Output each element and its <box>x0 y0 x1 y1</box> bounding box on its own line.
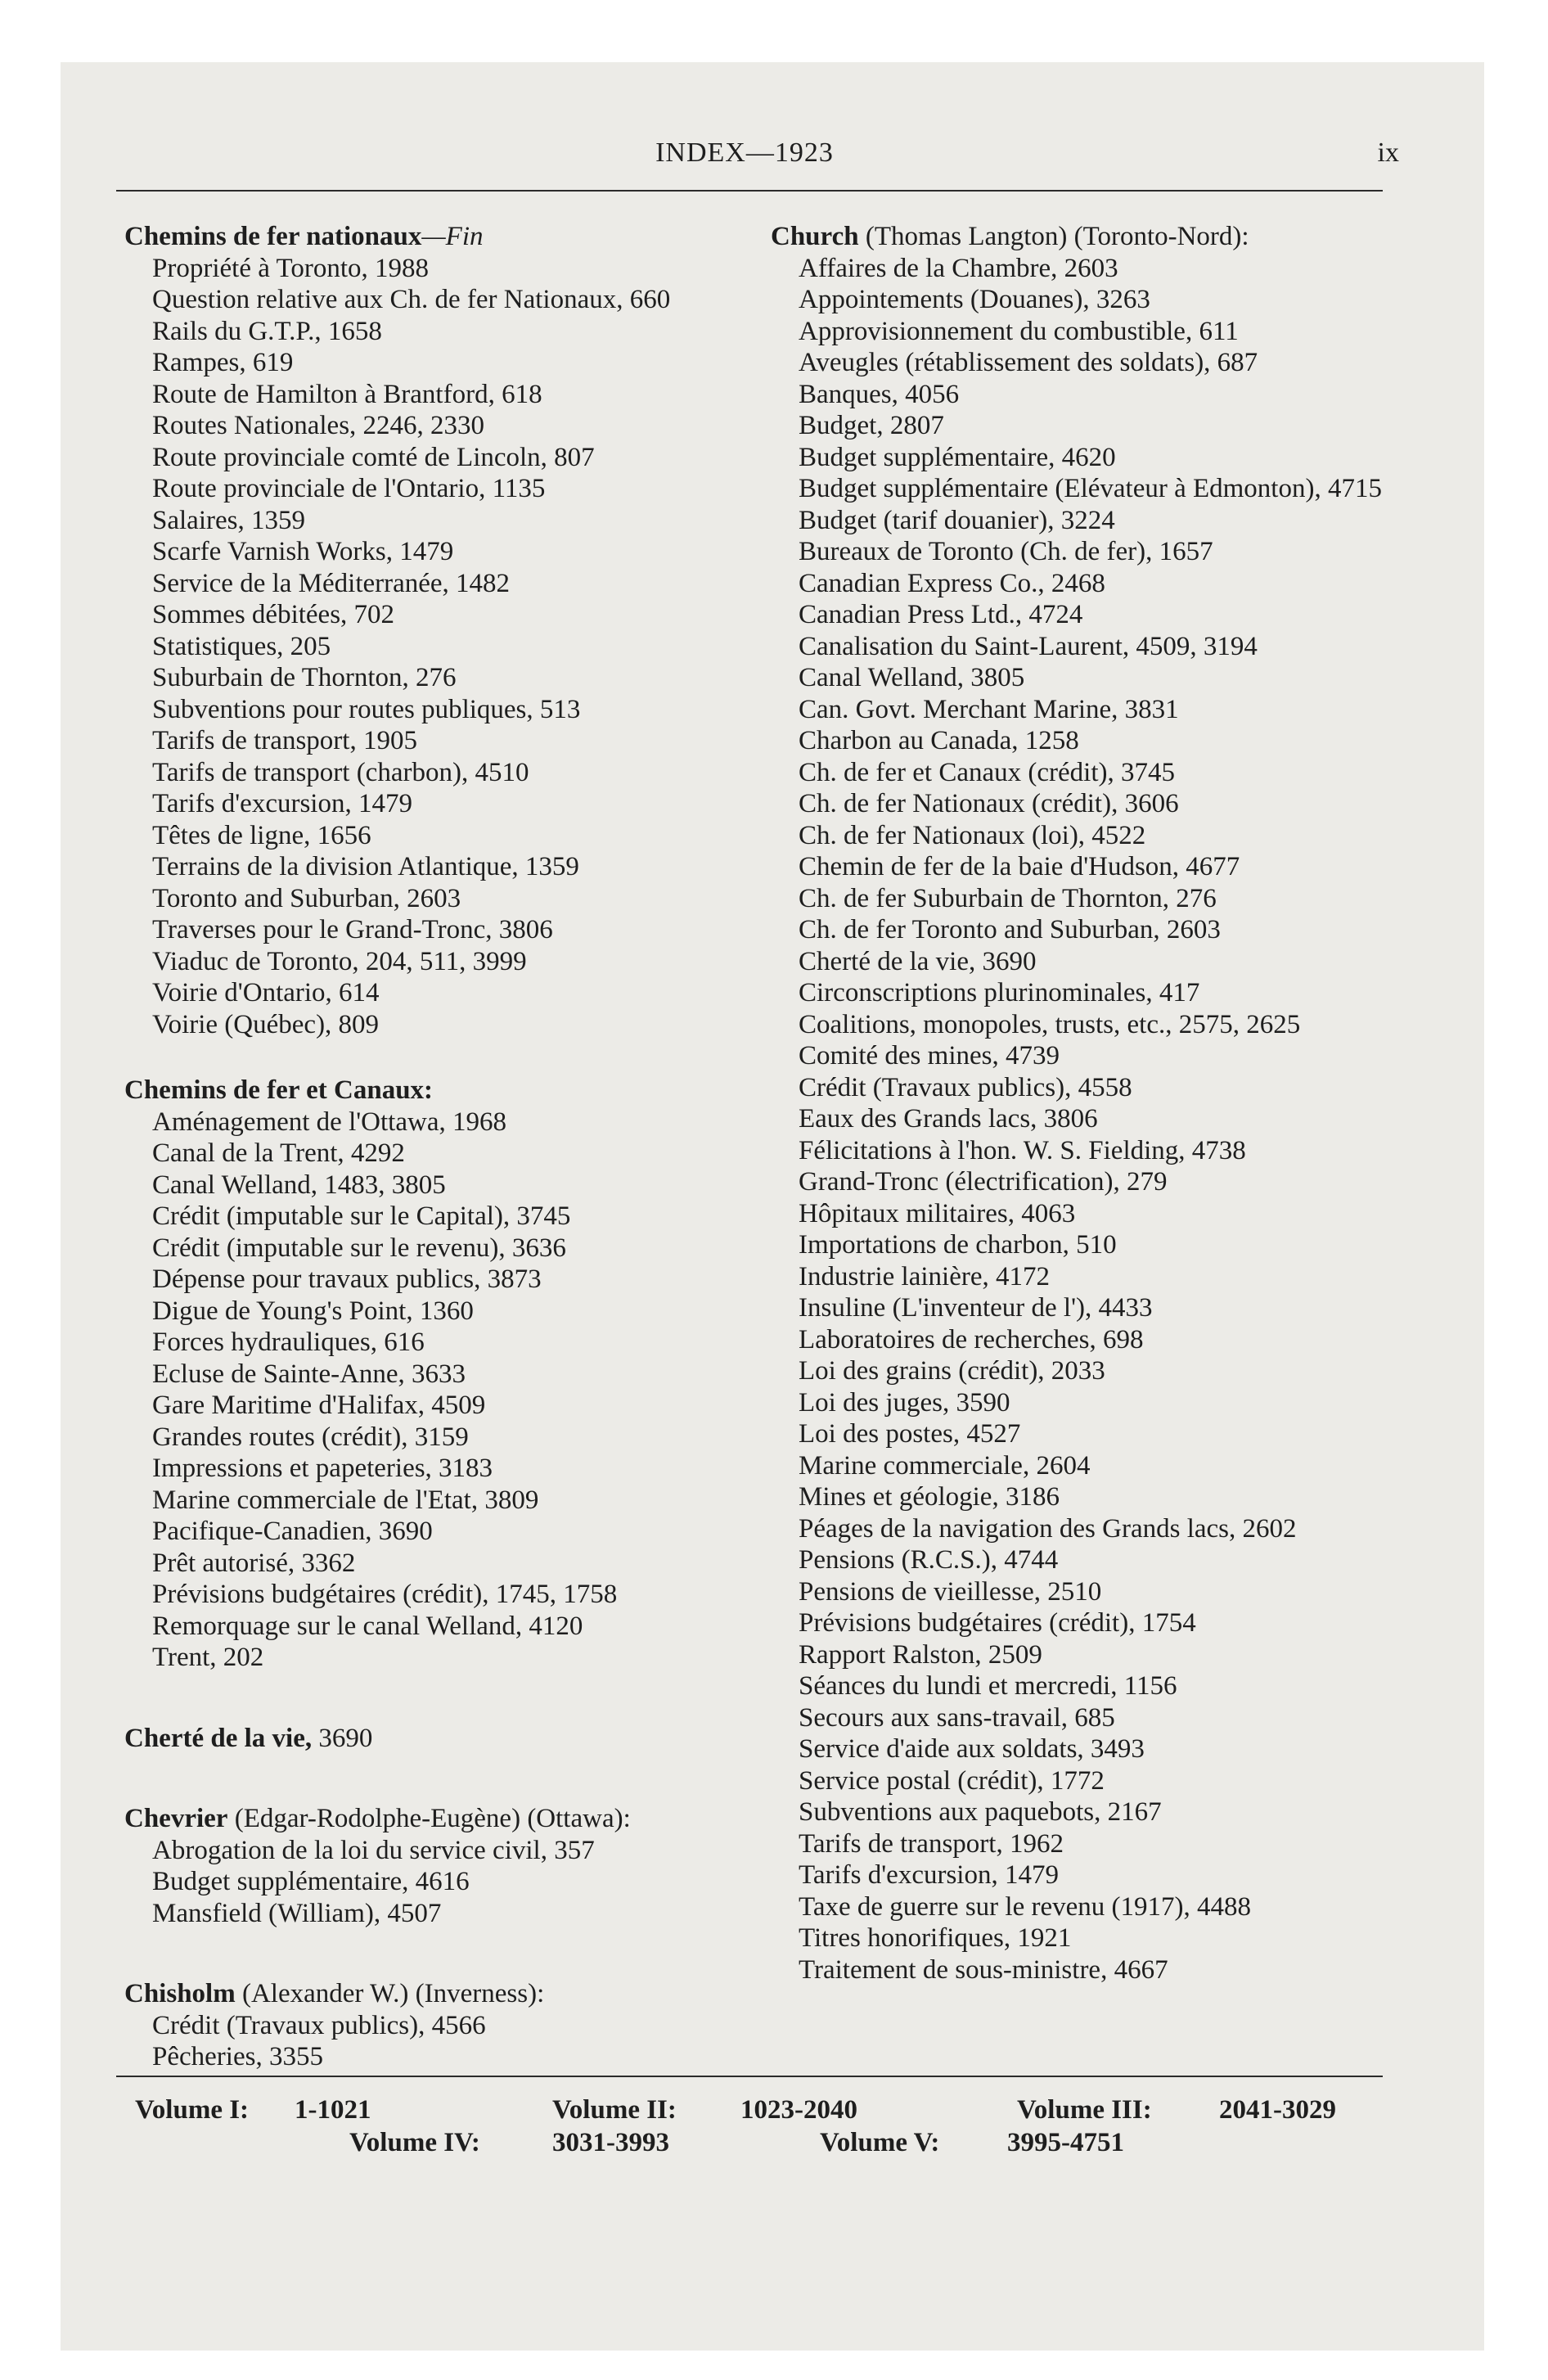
index-entry: Rapport Ralston, 2509 <box>799 1639 1042 1670</box>
index-entry: Circonscriptions plurinominales, 417 <box>799 978 1200 1007</box>
index-entry: Hôpitaux militaires, 4063 <box>799 1198 1076 1228</box>
index-entry: Suburbain de Thornton, 276 <box>152 663 457 692</box>
index-entry: Route de Hamilton à Brantford, 618 <box>152 379 542 409</box>
index-entry: Marine commerciale de l'Etat, 3809 <box>152 1485 539 1515</box>
index-entry: Voirie d'Ontario, 614 <box>152 978 380 1007</box>
index-entry: Insuline (L'inventeur de l'), 4433 <box>799 1293 1153 1323</box>
section-heading: Church (Thomas Langton) (Toronto-Nord): <box>771 222 1249 251</box>
index-entry: Canal Welland, 3805 <box>799 663 1025 692</box>
section-heading: Chemins de fer nationaux—Fin <box>124 222 484 251</box>
index-entry: Pensions de vieillesse, 2510 <box>799 1576 1102 1607</box>
index-entry: Loi des juges, 3590 <box>799 1387 1010 1418</box>
index-entry: Pacifique-Canadien, 3690 <box>152 1517 433 1546</box>
index-entry: Dépense pour travaux publics, 3873 <box>152 1264 542 1294</box>
volume-label: Volume III: <box>1017 2095 1152 2125</box>
page-title: INDEX—1923 <box>655 137 834 168</box>
volume-range: 1023-2040 <box>740 2095 857 2125</box>
index-entry: Budget supplémentaire (Elévateur à Edmonton), 4715 <box>799 474 1382 503</box>
index-entry: Forces hydrauliques, 616 <box>152 1327 425 1357</box>
index-entry: Approvisionnement du combustible, 611 <box>799 316 1239 346</box>
index-entry: Routes Nationales, 2246, 2330 <box>152 411 485 440</box>
index-entry: Subventions pour routes publiques, 513 <box>152 694 581 724</box>
index-entry: Prévisions budgétaires (crédit), 1754 <box>799 1608 1196 1638</box>
index-entry: Canal de la Trent, 4292 <box>152 1138 405 1168</box>
index-entry: Canadian Press Ltd., 4724 <box>799 600 1083 629</box>
index-entry: Ecluse de Sainte-Anne, 3633 <box>152 1359 466 1389</box>
index-entry: Tarifs de transport (charbon), 4510 <box>152 757 529 787</box>
index-entry: Route provinciale de l'Ontario, 1135 <box>152 474 546 503</box>
index-entry: Tarifs de transport, 1905 <box>152 726 417 755</box>
index-entry: Cherté de la vie, 3690 <box>799 946 1037 976</box>
index-entry: Route provinciale comté de Lincoln, 807 <box>152 442 595 472</box>
index-entry: Bureaux de Toronto (Ch. de fer), 1657 <box>799 537 1213 566</box>
volume-label: Volume I: <box>135 2095 250 2125</box>
index-entry: Salaires, 1359 <box>152 505 305 535</box>
index-entry: Loi des postes, 4527 <box>799 1419 1021 1449</box>
index-entry: Budget, 2807 <box>799 411 944 440</box>
index-entry: Budget (tarif douanier), 3224 <box>799 505 1115 535</box>
index-entry: Voirie (Québec), 809 <box>152 1009 380 1039</box>
index-entry: Prévisions budgétaires (crédit), 1745, 1758 <box>152 1580 618 1609</box>
index-entry: Grandes routes (crédit), 3159 <box>152 1422 469 1452</box>
index-entry: Crédit (imputable sur le Capital), 3745 <box>152 1201 571 1231</box>
index-entry: Rampes, 619 <box>152 348 294 377</box>
volume-range: 3031-3993 <box>552 2128 669 2157</box>
index-entry: Loi des grains (crédit), 2033 <box>799 1356 1105 1386</box>
index-entry: Budget supplémentaire, 4616 <box>152 1867 470 1896</box>
index-entry: Charbon au Canada, 1258 <box>799 726 1079 755</box>
index-entry: Service de la Méditerranée, 1482 <box>152 568 511 598</box>
index-entry: Canadian Express Co., 2468 <box>799 568 1105 598</box>
index-entry: Titres honorifiques, 1921 <box>799 1923 1072 1953</box>
index-entry: Eaux des Grands lacs, 3806 <box>799 1104 1098 1134</box>
left-column <box>124 221 771 2073</box>
index-entry: Canal Welland, 1483, 3805 <box>152 1170 446 1200</box>
index-entry: Aveugles (rétablissement des soldats), 687 <box>799 348 1258 377</box>
index-entry: Marine commerciale, 2604 <box>799 1450 1091 1481</box>
index-entry: Taxe de guerre sur le revenu (1917), 4488 <box>799 1891 1251 1922</box>
index-entry: Crédit (imputable sur le revenu), 3636 <box>152 1233 566 1263</box>
index-entry: Tarifs d'excursion, 1479 <box>799 1860 1059 1890</box>
index-entry: Question relative aux Ch. de fer Nationaux, 660 <box>152 285 671 314</box>
index-entry: Comité des mines, 4739 <box>799 1041 1060 1071</box>
footer-rule <box>116 2076 1383 2077</box>
index-entry: Laboratoires de recherches, 698 <box>799 1324 1144 1355</box>
index-entry: Mansfield (William), 4507 <box>152 1898 442 1928</box>
index-entry: Grand-Tronc (électrification), 279 <box>799 1167 1168 1197</box>
index-entry: Mines et géologie, 3186 <box>799 1482 1060 1512</box>
index-entry: Crédit (Travaux publics), 4566 <box>152 2010 486 2040</box>
index-entry: Ch. de fer Toronto and Suburban, 2603 <box>799 915 1221 944</box>
index-entry: Remorquage sur le canal Welland, 4120 <box>152 1611 583 1641</box>
page-number: ix <box>1377 137 1399 168</box>
index-entry: Can. Govt. Merchant Marine, 3831 <box>799 694 1179 724</box>
index-entry: Ch. de fer et Canaux (crédit), 3745 <box>799 757 1176 787</box>
index-entry: Banques, 4056 <box>799 379 960 409</box>
index-entry: Appointements (Douanes), 3263 <box>799 285 1150 314</box>
volume-label: Volume II: <box>552 2095 677 2125</box>
index-entry: Prêt autorisé, 3362 <box>152 1548 356 1578</box>
index-entry: Traitement de sous-ministre, 4667 <box>799 1954 1168 1985</box>
index-entry: Service d'aide aux soldats, 3493 <box>799 1734 1145 1764</box>
index-entry: Traverses pour le Grand-Tronc, 3806 <box>152 915 553 944</box>
index-entry: Service postal (crédit), 1772 <box>799 1765 1105 1796</box>
footer-row <box>135 2128 1403 2161</box>
index-entry: Tarifs d'excursion, 1479 <box>152 789 412 818</box>
index-entry: Toronto and Suburban, 2603 <box>152 883 461 913</box>
index-entry: Digue de Young's Point, 1360 <box>152 1296 474 1326</box>
index-entry: Péages de la navigation des Grands lacs, 2602 <box>799 1513 1297 1544</box>
index-entry: Canalisation du Saint-Laurent, 4509, 3194 <box>799 631 1258 661</box>
index-entry: Impressions et papeteries, 3183 <box>152 1454 493 1483</box>
index-entry: Félicitations à l'hon. W. S. Fielding, 4738 <box>799 1135 1246 1165</box>
index-entry: Gare Maritime d'Halifax, 4509 <box>152 1391 486 1420</box>
index-entry: Pensions (R.C.S.), 4744 <box>799 1545 1059 1575</box>
header-rule <box>116 190 1383 192</box>
index-entry: Sommes débitées, 702 <box>152 600 395 629</box>
index-entry: Ch. de fer Nationaux (loi), 4522 <box>799 820 1146 850</box>
index-entry: Aménagement de l'Ottawa, 1968 <box>152 1107 506 1137</box>
volume-range: 3995-4751 <box>1007 2128 1124 2157</box>
section-gap <box>124 1674 771 1723</box>
section-gap <box>124 1040 771 1075</box>
index-entry: Têtes de ligne, 1656 <box>152 820 371 850</box>
index-entry: Coalitions, monopoles, trusts, etc., 2575, 2625 <box>799 1009 1301 1039</box>
index-entry: Importations de charbon, 510 <box>799 1230 1117 1260</box>
index-entry: Trent, 202 <box>152 1643 264 1672</box>
section-heading: Chisholm (Alexander W.) (Inverness): <box>124 1979 545 2008</box>
section-gap <box>124 1929 771 1978</box>
section-gap <box>124 1754 771 1803</box>
volume-label: Volume IV: <box>349 2128 480 2157</box>
index-entry: Terrains de la division Atlantique, 1359 <box>152 852 579 881</box>
index-entry: Budget supplémentaire, 4620 <box>799 442 1116 472</box>
index-entry: Scarfe Varnish Works, 1479 <box>152 537 454 566</box>
index-entry: Crédit (Travaux publics), 4558 <box>799 1072 1132 1102</box>
index-entry: Rails du G.T.P., 1658 <box>152 316 382 346</box>
index-entry: Ch. de fer Suburbain de Thornton, 276 <box>799 883 1217 913</box>
volume-range: 1-1021 <box>295 2095 371 2125</box>
index-entry: Viaduc de Toronto, 204, 511, 3999 <box>152 946 527 976</box>
index-entry: Chemin de fer de la baie d'Hudson, 4677 <box>799 852 1240 881</box>
volume-footer <box>135 2095 1403 2161</box>
volume-label: Volume V: <box>820 2128 940 2157</box>
index-entry: Abrogation de la loi du service civil, 357 <box>152 1835 595 1865</box>
index-entry: Pêcheries, 3355 <box>152 2042 323 2071</box>
page-header <box>90 137 1399 175</box>
index-entry: Ch. de fer Nationaux (crédit), 3606 <box>799 789 1179 818</box>
right-column <box>771 221 1417 1986</box>
index-entry: Subventions aux paquebots, 2167 <box>799 1797 1162 1827</box>
section-heading: Chemins de fer et Canaux: <box>124 1075 434 1105</box>
index-entry: Tarifs de transport, 1962 <box>799 1828 1064 1859</box>
volume-range: 2041-3029 <box>1219 2095 1336 2125</box>
index-entry: Propriété à Toronto, 1988 <box>152 253 430 283</box>
index-entry: Statistiques, 205 <box>152 631 331 661</box>
index-entry: Industrie lainière, 4172 <box>799 1261 1050 1291</box>
index-entry: Secours aux sans-travail, 685 <box>799 1702 1115 1733</box>
footer-row <box>135 2095 1403 2128</box>
index-entry: Séances du lundi et mercredi, 1156 <box>799 1671 1177 1701</box>
section-heading: Chevrier (Edgar-Rodolphe-Eugène) (Ottawa): <box>124 1804 631 1833</box>
index-entry: Affaires de la Chambre, 2603 <box>799 253 1118 283</box>
section-heading: Cherté de la vie, 3690 <box>124 1723 373 1753</box>
